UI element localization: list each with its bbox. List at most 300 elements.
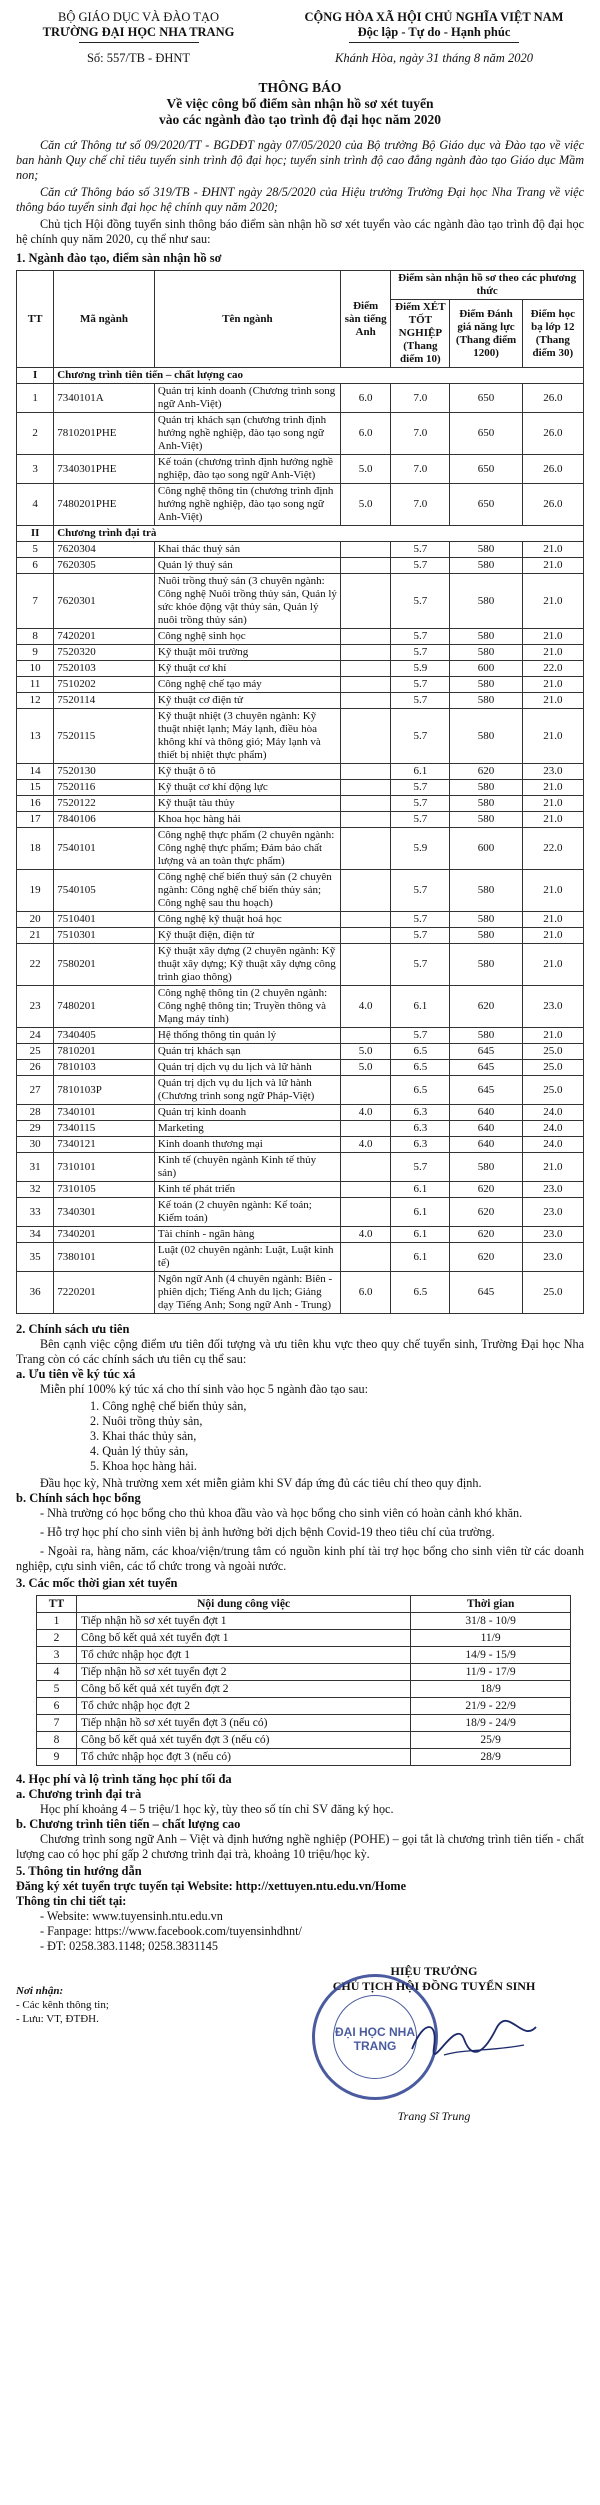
col-header-tt: TT <box>37 1596 77 1613</box>
row-number: 5 <box>37 1681 77 1698</box>
university-name: TRƯỜNG ĐẠI HỌC NHA TRANG <box>42 25 235 39</box>
aptitude-score: 580 <box>450 542 522 558</box>
transcript-score: 21.0 <box>522 812 583 828</box>
dorm-policy-text: Miễn phí 100% ký túc xá cho thí sinh vào học 5 ngành đào tạo sau: <box>40 1382 368 1396</box>
table-row <box>37 1749 571 1766</box>
major-code: 7620305 <box>54 558 155 574</box>
aptitude-score: 580 <box>450 870 522 912</box>
table-row <box>37 1664 571 1681</box>
major-name: Kỹ thuật cơ khí động lực <box>154 780 340 796</box>
major-code: 7220201 <box>54 1272 155 1314</box>
english-score: 5.0 <box>340 484 390 526</box>
table-row <box>17 828 584 870</box>
table-row <box>17 764 584 780</box>
major-name: Khai thác thuỷ sản <box>154 542 340 558</box>
major-name: Quản trị kinh doanh (Chương trình song ngữ Anh-Việt) <box>154 384 340 413</box>
table-row <box>17 1198 584 1227</box>
task-time: 11/9 <box>411 1630 571 1647</box>
aptitude-score: 580 <box>450 944 522 986</box>
table-row <box>37 1647 571 1664</box>
table-row <box>37 1630 571 1647</box>
task-description: Công bố kết quả xét tuyển đợt 1 <box>76 1630 410 1647</box>
major-name: Kỹ thuật tàu thủy <box>154 796 340 812</box>
task-time: 18/9 <box>411 1681 571 1698</box>
english-score: 5.0 <box>340 1044 390 1060</box>
row-number: 7 <box>17 574 54 629</box>
transcript-score: 26.0 <box>522 455 583 484</box>
scholarship-item: - Ngoài ra, hàng năm, các khoa/viện/trung tâm có nguồn kinh phí tài trợ học bổng cho sinh viên từ các doanh nghiệp, cựu sinh viên, các tổ chức trong và ngoài nước. <box>16 1544 584 1573</box>
row-number: 21 <box>17 928 54 944</box>
row-number: 36 <box>17 1272 54 1314</box>
group-number: II <box>17 526 54 542</box>
signer-block <box>284 1964 584 2124</box>
row-number: 24 <box>17 1028 54 1044</box>
row-number: 28 <box>17 1105 54 1121</box>
table-row <box>17 986 584 1028</box>
english-score: 6.0 <box>340 413 390 455</box>
transcript-score: 23.0 <box>522 1227 583 1243</box>
national-motto: Độc lập - Tự do - Hạnh phúc <box>357 25 511 39</box>
table-row <box>17 1137 584 1153</box>
recipients <box>16 1964 216 2124</box>
major-name: Công nghệ sinh học <box>154 629 340 645</box>
graduation-score: 6.3 <box>391 1105 450 1121</box>
aptitude-score: 580 <box>450 629 522 645</box>
graduation-score: 5.7 <box>391 812 450 828</box>
row-number: 23 <box>17 986 54 1028</box>
major-code: 7810201 <box>54 1044 155 1060</box>
english-score: 4.0 <box>340 986 390 1028</box>
major-code: 7340101 <box>54 1105 155 1121</box>
aptitude-score: 650 <box>450 484 522 526</box>
english-score <box>340 1076 390 1105</box>
row-number: 1 <box>37 1613 77 1630</box>
seal-text: ĐẠI HỌC NHA TRANG <box>335 2025 415 2053</box>
major-code: 7810103 <box>54 1060 155 1076</box>
section-title: 1. Ngành đào tạo, điểm sàn nhận hồ sơ <box>16 251 222 265</box>
group-label: Chương trình tiên tiến – chất lượng cao <box>54 368 584 384</box>
transcript-score: 24.0 <box>522 1121 583 1137</box>
dorm-policy-note: Đầu học kỳ, Nhà trường xem xét miễn giảm khi SV đáp ứng đủ các tiêu chí theo quy định. <box>40 1476 482 1490</box>
major-code: 7310105 <box>54 1182 155 1198</box>
task-time: 11/9 - 17/9 <box>411 1664 571 1681</box>
row-number: 3 <box>37 1647 77 1664</box>
online-registration[interactable]: Đăng ký xét tuyển trực tuyến tại Website: http://xettuyen.ntu.edu.vn/Home <box>16 1879 406 1893</box>
table-row <box>17 912 584 928</box>
english-score <box>340 709 390 764</box>
major-code: 7340301 <box>54 1198 155 1227</box>
major-code: 7340115 <box>54 1121 155 1137</box>
graduation-score: 6.1 <box>391 1243 450 1272</box>
row-number: 32 <box>17 1182 54 1198</box>
aptitude-score: 645 <box>450 1060 522 1076</box>
row-number: 17 <box>17 812 54 828</box>
table-row <box>17 812 584 828</box>
col-header-graduation: Điểm XÉT TỐT NGHIỆP (Thang điểm 10) <box>391 300 450 368</box>
document-title <box>16 80 584 128</box>
row-number: 16 <box>17 796 54 812</box>
legal-basis-1: Căn cứ Thông tư số 09/2020/TT - BGDĐT ngày 07/05/2020 của Bộ trưởng Bộ Giáo dục và Đào tạo về việc ban hành Quy chế chỉ tiêu tuyển sinh trình độ đại học; tuyển sinh trình độ cao đẳng ngành đào tạo Giáo dục Mầm non; <box>16 138 584 182</box>
list-item: 2. Nuôi trồng thủy sản, <box>90 1414 203 1428</box>
row-number: 4 <box>37 1664 77 1681</box>
graduation-score: 5.7 <box>391 677 450 693</box>
task-description: Tiếp nhận hồ sơ xét tuyển đợt 1 <box>76 1613 410 1630</box>
col-header-task: Nội dung công việc <box>76 1596 410 1613</box>
table-row <box>17 870 584 912</box>
row-number: 27 <box>17 1076 54 1105</box>
transcript-score: 26.0 <box>522 384 583 413</box>
english-score: 5.0 <box>340 455 390 484</box>
transcript-score: 21.0 <box>522 870 583 912</box>
majors-table-body <box>17 368 584 1314</box>
row-number: 19 <box>17 870 54 912</box>
graduation-score: 6.5 <box>391 1060 450 1076</box>
row-number: 6 <box>17 558 54 574</box>
row-number: 30 <box>17 1137 54 1153</box>
graduation-score: 6.5 <box>391 1076 450 1105</box>
row-number: 22 <box>17 944 54 986</box>
graduation-score: 5.7 <box>391 944 450 986</box>
graduation-score: 6.3 <box>391 1137 450 1153</box>
aptitude-score: 620 <box>450 764 522 780</box>
signer-name: Trang Sĩ Trung <box>397 2109 471 2123</box>
major-code: 7540101 <box>54 828 155 870</box>
row-number: 35 <box>17 1243 54 1272</box>
aptitude-score: 645 <box>450 1076 522 1105</box>
table-row <box>17 1060 584 1076</box>
table-row <box>37 1613 571 1630</box>
transcript-score: 21.0 <box>522 780 583 796</box>
table-row <box>17 542 584 558</box>
transcript-score: 21.0 <box>522 542 583 558</box>
row-number: 8 <box>37 1732 77 1749</box>
intro-paragraph: Chủ tịch Hội đồng tuyển sinh thông báo điểm sàn nhận hồ sơ xét tuyển vào các ngành đào tạo trình độ đại học hệ chính quy năm 2020, cụ thể như sau: <box>16 217 584 246</box>
row-number: 25 <box>17 1044 54 1060</box>
aptitude-score: 580 <box>450 558 522 574</box>
title-line: Về việc công bố điểm sàn nhận hồ sơ xét tuyển <box>166 96 434 111</box>
transcript-score: 22.0 <box>522 828 583 870</box>
graduation-score: 6.1 <box>391 1198 450 1227</box>
transcript-score: 23.0 <box>522 986 583 1028</box>
major-name: Kế toán (2 chuyên ngành: Kế toán; Kiểm toán) <box>154 1198 340 1227</box>
major-code: 7480201 <box>54 986 155 1028</box>
col-header-tt: TT <box>17 271 54 368</box>
graduation-score: 5.7 <box>391 870 450 912</box>
transcript-score: 25.0 <box>522 1272 583 1314</box>
title-line: vào các ngành đào tạo trình độ đại học năm 2020 <box>158 112 442 127</box>
document-number: Số: 557/TB - ĐHNT <box>86 51 191 65</box>
document-meta <box>16 51 584 66</box>
row-number: 11 <box>17 677 54 693</box>
table-row <box>17 780 584 796</box>
table-row <box>17 1182 584 1198</box>
task-time: 18/9 - 24/9 <box>411 1715 571 1732</box>
row-number: 2 <box>37 1630 77 1647</box>
english-score <box>340 912 390 928</box>
priority-intro: Bên cạnh việc cộng điểm ưu tiên đối tượng và ưu tiên khu vực theo quy chế tuyển sinh, Trường Đại học Nha Trang còn có các chính sách ưu tiên cụ thể sau: <box>16 1337 584 1366</box>
aptitude-score: 580 <box>450 645 522 661</box>
task-description: Công bố kết quả xét tuyển đợt 2 <box>76 1681 410 1698</box>
english-score <box>340 944 390 986</box>
row-number: 15 <box>17 780 54 796</box>
table-row <box>37 1681 571 1698</box>
tuition-advanced: Chương trình song ngữ Anh – Việt và định hướng nghề nghiệp (POHE) – gọi tắt là chương trình tiên tiến - chất lượng cao có học phí gấp 2 chương trình đại trà, khoảng 10 triệu/học kỳ. <box>16 1832 584 1861</box>
row-number: 31 <box>17 1153 54 1182</box>
major-code: 7480201PHE <box>54 484 155 526</box>
table-row <box>17 693 584 709</box>
major-name: Quản trị khách sạn <box>154 1044 340 1060</box>
task-description: Tổ chức nhập học đợt 1 <box>76 1647 410 1664</box>
graduation-score: 7.0 <box>391 413 450 455</box>
transcript-score: 22.0 <box>522 661 583 677</box>
graduation-score: 5.9 <box>391 661 450 677</box>
english-score <box>340 693 390 709</box>
row-number: 29 <box>17 1121 54 1137</box>
list-item: 5. Khoa học hàng hải. <box>90 1459 197 1473</box>
major-code: 7810103P <box>54 1076 155 1105</box>
legal-basis-2: Căn cứ Thông báo số 319/TB - ĐHNT ngày 28/5/2020 của Hiệu trưởng Trường Đại học Nha Trang về việc thông báo tuyển sinh đại học hệ chính quy năm 2020; <box>16 185 584 214</box>
major-name: Kế toán (chương trình định hướng nghề nghiệp, đào tạo song ngữ Anh-Việt) <box>154 455 340 484</box>
major-code: 7340121 <box>54 1137 155 1153</box>
task-time: 31/8 - 10/9 <box>411 1613 571 1630</box>
row-number: 4 <box>17 484 54 526</box>
major-code: 7310101 <box>54 1153 155 1182</box>
transcript-score: 23.0 <box>522 1198 583 1227</box>
aptitude-score: 580 <box>450 693 522 709</box>
major-name: Quản trị dịch vụ du lịch và lữ hành <box>154 1060 340 1076</box>
contact-fanpage[interactable]: - Fanpage: https://www.facebook.com/tuyensinhdhnt/ <box>40 1924 302 1938</box>
row-number: 5 <box>17 542 54 558</box>
major-name: Luật (02 chuyên ngành: Luật, Luật kinh tế) <box>154 1243 340 1272</box>
english-score <box>340 629 390 645</box>
graduation-score: 5.7 <box>391 1153 450 1182</box>
english-score <box>340 812 390 828</box>
major-name: Quản lý thuỷ sản <box>154 558 340 574</box>
aptitude-score: 640 <box>450 1121 522 1137</box>
table-row <box>17 661 584 677</box>
divider <box>79 42 199 43</box>
task-time: 28/9 <box>411 1749 571 1766</box>
aptitude-score: 600 <box>450 828 522 870</box>
graduation-score: 6.5 <box>391 1044 450 1060</box>
row-number: 2 <box>17 413 54 455</box>
english-score <box>340 780 390 796</box>
table-row <box>17 1044 584 1060</box>
major-code: 7420201 <box>54 629 155 645</box>
transcript-score: 23.0 <box>522 764 583 780</box>
graduation-score: 5.7 <box>391 709 450 764</box>
graduation-score: 6.3 <box>391 1121 450 1137</box>
aptitude-score: 620 <box>450 986 522 1028</box>
english-score <box>340 928 390 944</box>
major-code: 7520122 <box>54 796 155 812</box>
major-code: 7620301 <box>54 574 155 629</box>
col-header-group: Điểm sàn nhận hồ sơ theo các phương thức <box>391 271 584 300</box>
english-score <box>340 661 390 677</box>
row-number: 12 <box>17 693 54 709</box>
table-row <box>17 645 584 661</box>
aptitude-score: 620 <box>450 1243 522 1272</box>
transcript-score: 21.0 <box>522 912 583 928</box>
table-row <box>17 629 584 645</box>
graduation-score: 5.7 <box>391 912 450 928</box>
table-row <box>17 796 584 812</box>
aptitude-score: 620 <box>450 1227 522 1243</box>
graduation-score: 5.7 <box>391 542 450 558</box>
table-row <box>17 1105 584 1121</box>
major-name: Kinh tế phát triển <box>154 1182 340 1198</box>
english-score <box>340 1028 390 1044</box>
transcript-score: 26.0 <box>522 484 583 526</box>
major-code: 7620304 <box>54 542 155 558</box>
aptitude-score: 620 <box>450 1198 522 1227</box>
major-name: Nuôi trồng thuỷ sản (3 chuyên ngành: Công nghệ Nuôi trồng thủy sản, Quản lý sức khỏe động vật thủy sản, Quản lý nuôi trồng thủy sản) <box>154 574 340 629</box>
contact-website[interactable]: - Website: www.tuyensinh.ntu.edu.vn <box>40 1909 223 1923</box>
major-code: 7520130 <box>54 764 155 780</box>
aptitude-score: 580 <box>450 780 522 796</box>
col-header-name: Tên ngành <box>154 271 340 368</box>
task-description: Tiếp nhận hồ sơ xét tuyển đợt 3 (nếu có) <box>76 1715 410 1732</box>
table-row <box>37 1732 571 1749</box>
graduation-score: 6.1 <box>391 986 450 1028</box>
transcript-score: 23.0 <box>522 1243 583 1272</box>
transcript-score: 21.0 <box>522 928 583 944</box>
aptitude-score: 580 <box>450 677 522 693</box>
graduation-score: 5.9 <box>391 828 450 870</box>
table-row <box>17 677 584 693</box>
major-name: Ngôn ngữ Anh (4 chuyên ngành: Biên - phiên dịch; Tiếng Anh du lịch; Giảng dạy Tiếng Anh; Song ngữ Anh - Trung) <box>154 1272 340 1314</box>
aptitude-score: 580 <box>450 912 522 928</box>
english-score <box>340 796 390 812</box>
row-number: 1 <box>17 384 54 413</box>
aptitude-score: 580 <box>450 928 522 944</box>
aptitude-score: 650 <box>450 413 522 455</box>
english-score <box>340 870 390 912</box>
transcript-score: 21.0 <box>522 645 583 661</box>
english-score <box>340 1243 390 1272</box>
scholarship-item: - Nhà trường có học bổng cho thủ khoa đầu vào và học bổng cho sinh viên có hoàn cảnh khó khăn. <box>40 1506 523 1520</box>
graduation-score: 7.0 <box>391 455 450 484</box>
table-row <box>17 1153 584 1182</box>
english-score: 4.0 <box>340 1137 390 1153</box>
english-score <box>340 1182 390 1198</box>
row-number: 8 <box>17 629 54 645</box>
subsection-title: b. Chính sách học bổng <box>16 1491 141 1505</box>
major-code: 7380101 <box>54 1243 155 1272</box>
graduation-score: 6.1 <box>391 764 450 780</box>
aptitude-score: 620 <box>450 1182 522 1198</box>
major-name: Công nghệ kỹ thuật hoá học <box>154 912 340 928</box>
major-name: Công nghệ thông tin (chương trình định hướng nghề nghiệp, đào tạo song ngữ Anh-Việt) <box>154 484 340 526</box>
transcript-score: 21.0 <box>522 796 583 812</box>
transcript-score: 25.0 <box>522 1044 583 1060</box>
major-code: 7340201 <box>54 1227 155 1243</box>
col-header-aptitude: Điểm Đánh giá năng lực (Thang điểm 1200) <box>450 300 522 368</box>
table-row <box>17 944 584 986</box>
aptitude-score: 580 <box>450 796 522 812</box>
major-code: 7810201PHE <box>54 413 155 455</box>
col-header-english: Điểm sàn tiếng Anh <box>340 271 390 368</box>
graduation-score: 5.7 <box>391 780 450 796</box>
transcript-score: 21.0 <box>522 558 583 574</box>
english-score <box>340 677 390 693</box>
row-number: 3 <box>17 455 54 484</box>
table-row <box>17 928 584 944</box>
major-code: 7840106 <box>54 812 155 828</box>
graduation-score: 5.7 <box>391 693 450 709</box>
transcript-score: 26.0 <box>522 413 583 455</box>
col-header-code: Mã ngành <box>54 271 155 368</box>
row-number: 14 <box>17 764 54 780</box>
subsection-title: b. Chương trình tiên tiến – chất lượng cao <box>16 1817 241 1831</box>
major-name: Công nghệ thực phẩm (2 chuyên ngành: Công nghệ thực phẩm; Đảm bảo chất lượng và an toàn thực phẩm) <box>154 828 340 870</box>
transcript-score: 24.0 <box>522 1137 583 1153</box>
aptitude-score: 650 <box>450 455 522 484</box>
major-name: Kỹ thuật ô tô <box>154 764 340 780</box>
table-row <box>17 1121 584 1137</box>
english-score <box>340 574 390 629</box>
list-item: 4. Quản lý thủy sản, <box>90 1444 189 1458</box>
english-score <box>340 1121 390 1137</box>
major-name: Quản trị kinh doanh <box>154 1105 340 1121</box>
document-header <box>16 10 584 45</box>
english-score <box>340 1198 390 1227</box>
major-code: 7510202 <box>54 677 155 693</box>
transcript-score: 21.0 <box>522 1028 583 1044</box>
transcript-score: 24.0 <box>522 1105 583 1121</box>
transcript-score: 23.0 <box>522 1182 583 1198</box>
table-row <box>17 709 584 764</box>
document-page <box>16 0 584 2124</box>
section-title: 4. Học phí và lộ trình tăng học phí tối đa <box>16 1772 232 1786</box>
graduation-score: 6.1 <box>391 1227 450 1243</box>
graduation-score: 6.5 <box>391 1272 450 1314</box>
table-row <box>17 1227 584 1243</box>
table-row <box>17 384 584 413</box>
aptitude-score: 580 <box>450 574 522 629</box>
transcript-score: 21.0 <box>522 574 583 629</box>
major-code: 7340405 <box>54 1028 155 1044</box>
table-row <box>17 558 584 574</box>
transcript-score: 25.0 <box>522 1076 583 1105</box>
major-code: 7520115 <box>54 709 155 764</box>
major-name: Quản trị dịch vụ du lịch và lữ hành (Chương trình song ngữ Pháp-Việt) <box>154 1076 340 1105</box>
transcript-score: 21.0 <box>522 1153 583 1182</box>
schedule-table <box>36 1595 571 1766</box>
aptitude-score: 650 <box>450 384 522 413</box>
task-description: Tiếp nhận hồ sơ xét tuyển đợt 2 <box>76 1664 410 1681</box>
english-score <box>340 764 390 780</box>
row-number: 13 <box>17 709 54 764</box>
title-line: THÔNG BÁO <box>258 80 342 95</box>
transcript-score: 21.0 <box>522 693 583 709</box>
graduation-score: 5.7 <box>391 1028 450 1044</box>
recipient-item: - Các kênh thông tin; <box>16 1999 109 2011</box>
graduation-score: 5.7 <box>391 629 450 645</box>
major-name: Công nghệ thông tin (2 chuyên ngành: Công nghệ thông tin; Truyền thông và Mạng máy tính) <box>154 986 340 1028</box>
row-number: 33 <box>17 1198 54 1227</box>
english-score <box>340 828 390 870</box>
row-number: 20 <box>17 912 54 928</box>
section-title: 3. Các mốc thời gian xét tuyển <box>16 1576 178 1590</box>
graduation-score: 7.0 <box>391 484 450 526</box>
aptitude-score: 600 <box>450 661 522 677</box>
subsection-title: a. Ưu tiên về ký túc xá <box>16 1367 136 1381</box>
graduation-score: 6.1 <box>391 1182 450 1198</box>
major-name: Công nghệ chế tạo máy <box>154 677 340 693</box>
english-score: 4.0 <box>340 1227 390 1243</box>
major-code: 7520103 <box>54 661 155 677</box>
